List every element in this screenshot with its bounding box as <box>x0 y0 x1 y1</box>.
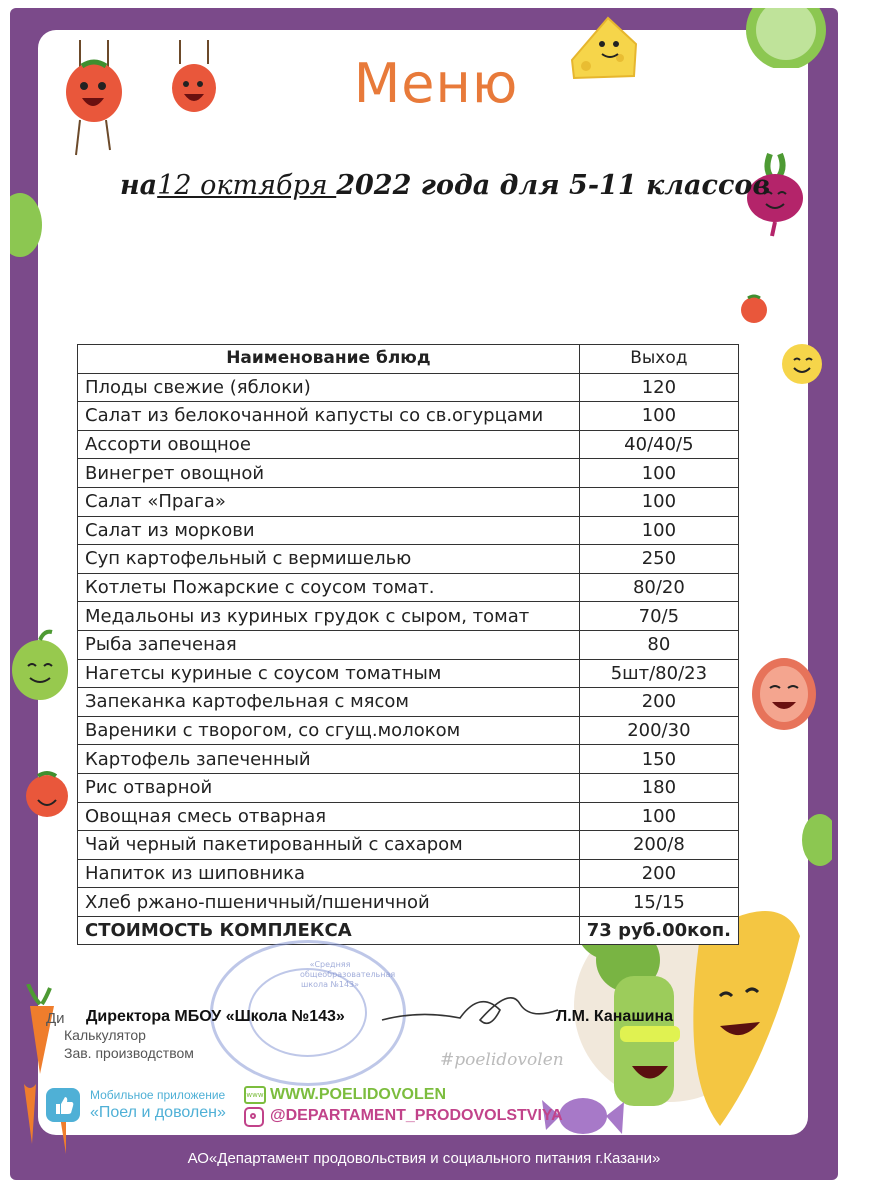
dish-name: Чай черный пакетированный с сахаром <box>78 831 580 860</box>
website-link[interactable]: WWW.POELIDOVOLEN <box>270 1086 446 1103</box>
dish-yield: 250 <box>579 545 738 574</box>
dish-name: Запеканка картофельная с мясом <box>78 688 580 717</box>
dish-yield: 100 <box>579 402 738 431</box>
table-row <box>78 831 739 860</box>
subtitle-prefix: на <box>120 170 158 201</box>
table-row <box>78 859 739 888</box>
page-title: Меню <box>353 52 519 115</box>
dish-yield: 120 <box>579 373 738 402</box>
dish-name: Суп картофельный с вермишелью <box>78 545 580 574</box>
calculator-label: Калькулятор <box>64 1027 146 1043</box>
menu-table <box>77 344 739 945</box>
table-row <box>78 430 739 459</box>
dish-yield: 40/40/5 <box>579 430 738 459</box>
dish-yield: 100 <box>579 487 738 516</box>
menu-date-subtitle <box>120 170 771 201</box>
table-row <box>78 602 739 631</box>
app-name[interactable]: «Поел и доволен» <box>90 1104 226 1121</box>
table-row <box>78 659 739 688</box>
dish-name: Напиток из шиповника <box>78 859 580 888</box>
small-tomato-icon <box>736 290 772 326</box>
dish-yield: 180 <box>579 773 738 802</box>
subtitle-date: 12 октября <box>157 170 337 201</box>
dish-yield: 150 <box>579 745 738 774</box>
dish-name: Салат из моркови <box>78 516 580 545</box>
subtitle-suffix: 2022 года для 5-11 классов <box>336 170 771 201</box>
dish-name: Рис отварной <box>78 773 580 802</box>
dish-yield: 200/30 <box>579 716 738 745</box>
director-title: Директора МБОУ «Школа №143» <box>86 1008 345 1025</box>
table-row <box>78 545 739 574</box>
hashtag: #poelidovolen <box>440 1050 564 1070</box>
stamp-text: «Средняя общеобразовательная школа №143» <box>300 960 396 989</box>
dish-name: Салат «Прага» <box>78 487 580 516</box>
table-row <box>78 630 739 659</box>
director-prefix: Ди <box>46 1010 65 1027</box>
table-row <box>78 373 739 402</box>
table-row <box>78 516 739 545</box>
table-row <box>78 802 739 831</box>
dish-name: Медальоны из куриных грудок с сыром, томат <box>78 602 580 631</box>
dish-yield: 70/5 <box>579 602 738 631</box>
dish-yield: 200 <box>579 688 738 717</box>
dish-name: Винегрет овощной <box>78 459 580 488</box>
total-label: СТОИМОСТЬ КОМПЛЕКСА <box>78 916 580 945</box>
dish-name: Котлеты Пожарские с соусом томат. <box>78 573 580 602</box>
dish-yield: 100 <box>579 802 738 831</box>
column-header-yield: Выход <box>579 345 738 374</box>
dish-yield: 200 <box>579 859 738 888</box>
table-row <box>78 745 739 774</box>
dish-name: Салат из белокочанной капусты со св.огурцами <box>78 402 580 431</box>
dish-name: Нагетсы куриные с соусом томатным <box>78 659 580 688</box>
dish-name: Хлеб ржано-пшеничный/пшеничной <box>78 888 580 917</box>
app-label: Мобильное приложение <box>90 1088 226 1102</box>
dish-yield: 5шт/80/23 <box>579 659 738 688</box>
table-row <box>78 716 739 745</box>
lettuce-icon <box>10 190 44 260</box>
total-value: 73 руб.00коп. <box>579 916 738 945</box>
instagram-link[interactable]: @DEPARTAMENT_PRODOVOLSTVIYA <box>270 1107 563 1124</box>
table-row <box>78 402 739 431</box>
table-row <box>78 573 739 602</box>
dish-yield: 80 <box>579 630 738 659</box>
table-row <box>78 459 739 488</box>
dish-name: Картофель запеченный <box>78 745 580 774</box>
lemon-character-icon <box>780 340 824 388</box>
table-row <box>78 888 739 917</box>
dish-name: Рыба запеченая <box>78 630 580 659</box>
director-name: Л.М. Канашина <box>556 1008 674 1025</box>
dish-yield: 15/15 <box>579 888 738 917</box>
dish-yield: 200/8 <box>579 831 738 860</box>
dish-name: Вареники с творогом, со сгущ.молоком <box>78 716 580 745</box>
instagram-icon <box>244 1107 264 1127</box>
dish-yield: 80/20 <box>579 573 738 602</box>
dish-yield: 100 <box>579 459 738 488</box>
table-row <box>78 688 739 717</box>
column-header-dish: Наименование блюд <box>78 345 580 374</box>
signature-scribble <box>380 980 560 1040</box>
production-manager-label: Зав. производством <box>64 1045 194 1061</box>
table-row <box>78 487 739 516</box>
dish-yield: 100 <box>579 516 738 545</box>
meat-character-icon <box>748 654 820 734</box>
table-row <box>78 773 739 802</box>
tomato-character-icon <box>22 766 72 820</box>
apple-character-icon <box>10 626 72 704</box>
footer-organization: АО«Департамент продовольствия и социального питания г.Казани» <box>187 1150 661 1167</box>
dish-name: Плоды свежие (яблоки) <box>78 373 580 402</box>
dish-name: Овощная смесь отварная <box>78 802 580 831</box>
total-row <box>78 916 739 945</box>
thumbs-up-app-icon[interactable] <box>46 1088 80 1122</box>
dish-name: Ассорти овощное <box>78 430 580 459</box>
web-icon: www <box>244 1086 266 1104</box>
leaf-icon <box>796 812 832 868</box>
table-header-row <box>78 345 739 374</box>
